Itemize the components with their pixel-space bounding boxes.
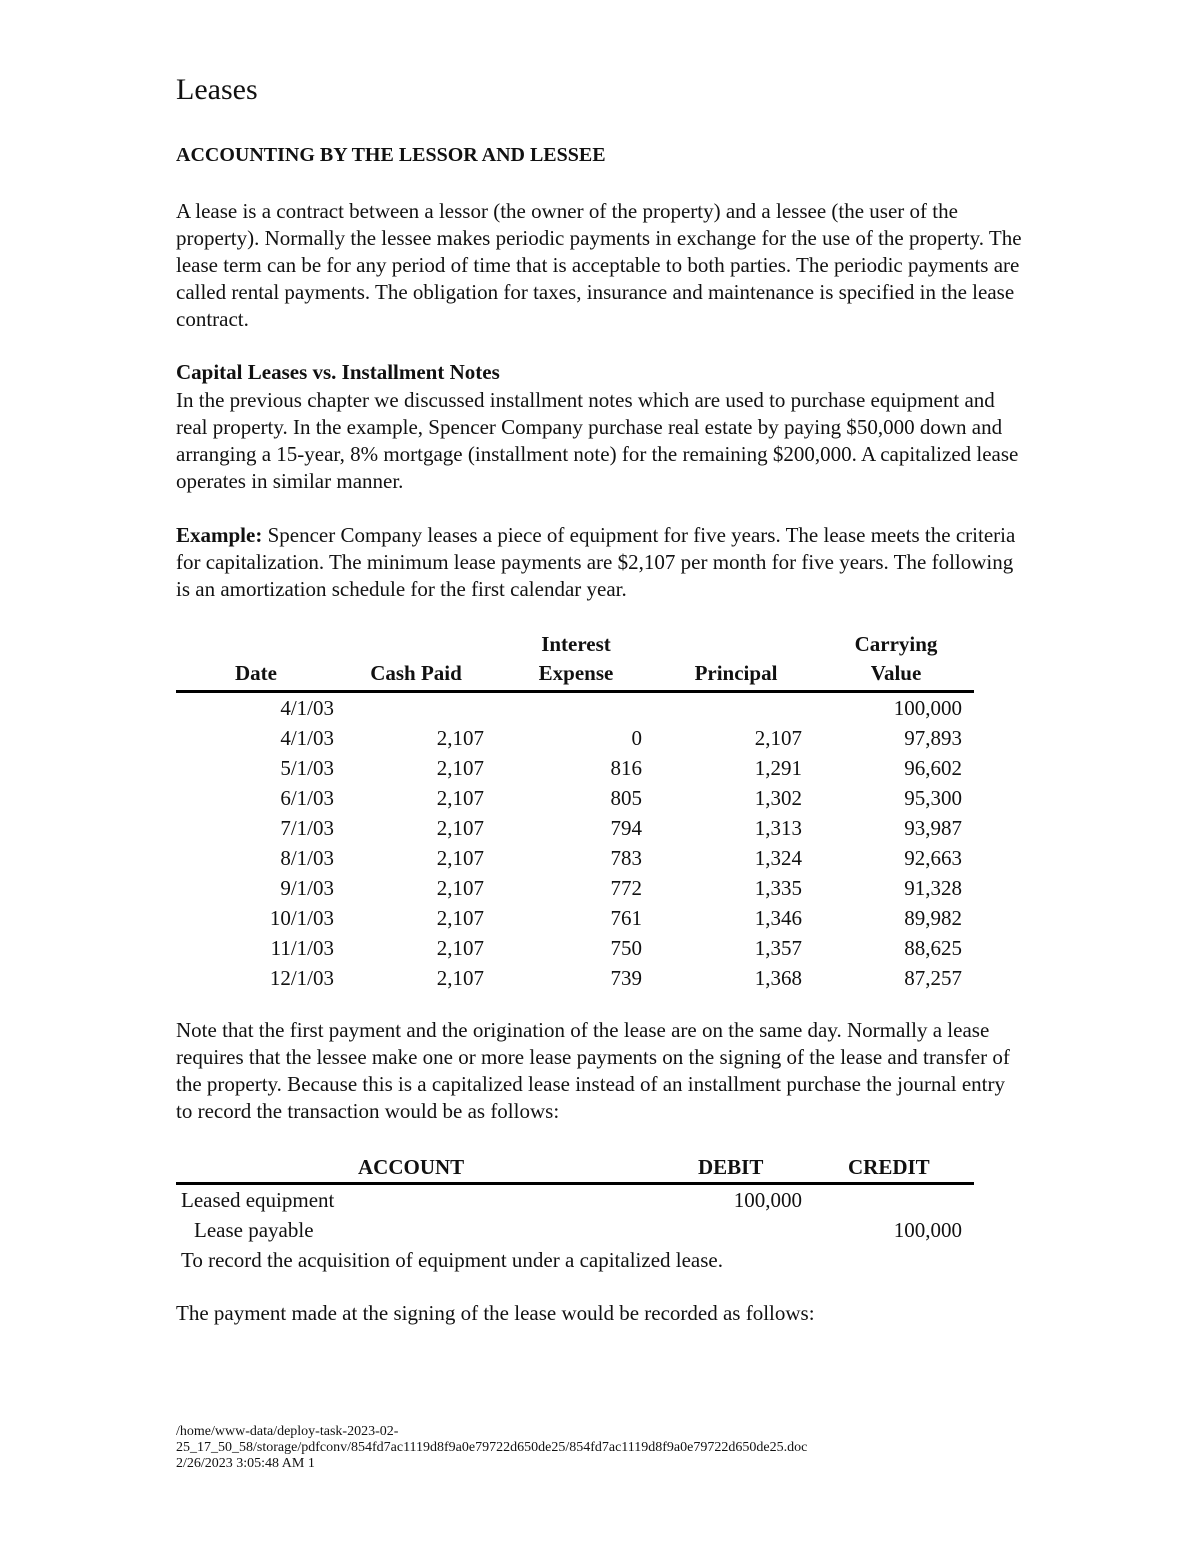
cell-carrying-value: 96,602 <box>904 756 962 780</box>
capital-leases-heading: Capital Leases vs. Installment Notes <box>176 360 500 384</box>
cell-cash-paid: 2,107 <box>436 876 484 900</box>
cell-interest-expense: 805 <box>610 786 642 810</box>
amortization-table <box>176 630 974 993</box>
cell-principal: 1,335 <box>754 876 802 900</box>
page-title: Leases <box>176 73 258 106</box>
journal-entry-table <box>176 1152 974 1275</box>
cell-interest-expense: 0 <box>631 726 642 750</box>
cell-date: 7/1/03 <box>280 816 334 840</box>
debit-account: Leased equipment <box>181 1188 335 1212</box>
table-row <box>176 843 974 873</box>
example-paragraph <box>176 522 1026 603</box>
journal-line-credit <box>176 1215 974 1245</box>
header-date: Date <box>235 661 277 685</box>
header-account: ACCOUNT <box>358 1155 465 1179</box>
cell-principal: 1,313 <box>754 816 802 840</box>
journal-memo: To record the acquisition of equipment under a capitalized lease. <box>181 1248 723 1272</box>
cell-date: 5/1/03 <box>280 756 334 780</box>
cell-cash-paid: 2,107 <box>436 726 484 750</box>
cell-interest-expense: 783 <box>610 846 642 870</box>
journal-header <box>176 1152 974 1185</box>
cell-carrying-value: 91,328 <box>904 876 962 900</box>
header-interest-line2: Expense <box>538 661 614 685</box>
credit-amount: 100,000 <box>893 1218 962 1242</box>
table-row <box>176 933 974 963</box>
cell-cash-paid: 2,107 <box>436 756 484 780</box>
journal-memo-row <box>176 1245 974 1275</box>
cell-date: 12/1/03 <box>269 966 334 990</box>
cell-interest-expense: 794 <box>610 816 642 840</box>
example-text: Spencer Company leases a piece of equipment for five years. The lease meets the criteria for capitalization. The minimum lease payments are $2,107 per month for five years. The following is an amortization schedule for the first calendar year. <box>176 523 1016 601</box>
footer-line-3: 2/26/2023 3:05:48 AM 1 <box>176 1456 315 1471</box>
cell-date: 11/1/03 <box>270 936 334 960</box>
table-row <box>176 723 974 753</box>
cell-principal: 1,324 <box>754 846 802 870</box>
header-carrying-line1: Carrying <box>854 632 938 656</box>
table-row <box>176 693 974 723</box>
cell-interest-expense: 739 <box>610 966 642 990</box>
table-row <box>176 963 974 993</box>
cell-principal: 1,346 <box>754 906 802 930</box>
cell-interest-expense: 772 <box>610 876 642 900</box>
cell-principal: 2,107 <box>754 726 802 750</box>
cell-carrying-value: 87,257 <box>904 966 962 990</box>
cell-interest-expense: 816 <box>610 756 642 780</box>
example-label: Example: <box>176 523 263 547</box>
header-credit: CREDIT <box>848 1155 930 1179</box>
cell-cash-paid: 2,107 <box>436 846 484 870</box>
cell-cash-paid: 2,107 <box>436 966 484 990</box>
cell-date: 8/1/03 <box>280 846 334 870</box>
cell-cash-paid: 2,107 <box>436 936 484 960</box>
cell-carrying-value: 97,893 <box>904 726 962 750</box>
intro-paragraph: A lease is a contract between a lessor (the owner of the property) and a lessee (the user of the property). Normally the lessee makes periodic payments in exchange for the use of the property. The lease term can be for any period of time that is acceptable to both parties. The periodic payments are called rental payments. The obligation for taxes, insurance and maintenance is specified in the lease contract. <box>176 199 1022 331</box>
cell-date: 4/1/03 <box>280 726 334 750</box>
cell-carrying-value: 95,300 <box>904 786 962 810</box>
journal-line-debit <box>176 1185 974 1215</box>
table-row <box>176 813 974 843</box>
section-heading: ACCOUNTING BY THE LESSOR AND LESSEE <box>176 144 606 166</box>
cell-interest-expense: 761 <box>610 906 642 930</box>
cell-cash-paid: 2,107 <box>436 786 484 810</box>
header-carrying-line2: Value <box>870 661 922 685</box>
cell-carrying-value: 92,663 <box>904 846 962 870</box>
header-interest-expense <box>516 630 636 688</box>
cell-carrying-value: 93,987 <box>904 816 962 840</box>
cell-date: 4/1/03 <box>280 696 334 720</box>
header-interest-line1: Interest <box>541 632 611 656</box>
cell-cash-paid: 2,107 <box>436 906 484 930</box>
cell-date: 6/1/03 <box>280 786 334 810</box>
cell-date: 9/1/03 <box>280 876 334 900</box>
table-row <box>176 753 974 783</box>
amortization-header <box>176 630 974 693</box>
header-debit: DEBIT <box>698 1155 764 1179</box>
cell-carrying-value: 88,625 <box>904 936 962 960</box>
table-row <box>176 903 974 933</box>
header-carrying-value <box>836 630 956 688</box>
header-principal: Principal <box>694 661 778 685</box>
credit-account: Lease payable <box>194 1218 314 1242</box>
cell-carrying-value: 89,982 <box>904 906 962 930</box>
cell-principal: 1,368 <box>754 966 802 990</box>
footer-line-2: 25_17_50_58/storage/pdfconv/854fd7ac1119d8f9a0e79722d650de25/854fd7ac1119d8f9a0e79722d650de25.doc <box>176 1440 808 1455</box>
cell-interest-expense: 750 <box>610 936 642 960</box>
payment-paragraph: The payment made at the signing of the lease would be recorded as follows: <box>176 1301 815 1325</box>
cell-principal: 1,357 <box>754 936 802 960</box>
amortization-body <box>176 693 974 993</box>
cell-cash-paid: 2,107 <box>436 816 484 840</box>
file-path-footer <box>176 1424 1056 1472</box>
note-paragraph: Note that the first payment and the origination of the lease are on the same day. Normally a lease requires that the lessee make one or more lease payments on the signing of the lease and transfer of the property. Because this is a capitalized lease instead of an installment purchase the journal entry to record the transaction would be as follows: <box>176 1018 1010 1123</box>
capital-leases-paragraph: In the previous chapter we discussed installment notes which are used to purchase equipment and real property. In the example, Spencer Company purchase real estate by paying $50,000 down and arranging a 15-year, 8% mortgage (installment note) for the remaining $200,000. A capitalized lease operates in similar manner. <box>176 388 1019 493</box>
footer-line-1: /home/www-data/deploy-task-2023-02- <box>176 1424 399 1439</box>
table-row <box>176 783 974 813</box>
header-cash-paid: Cash Paid <box>370 661 462 685</box>
cell-principal: 1,302 <box>754 786 802 810</box>
cell-carrying-value: 100,000 <box>893 696 962 720</box>
table-row <box>176 873 974 903</box>
cell-principal: 1,291 <box>754 756 802 780</box>
debit-amount: 100,000 <box>733 1188 802 1212</box>
cell-date: 10/1/03 <box>269 906 334 930</box>
